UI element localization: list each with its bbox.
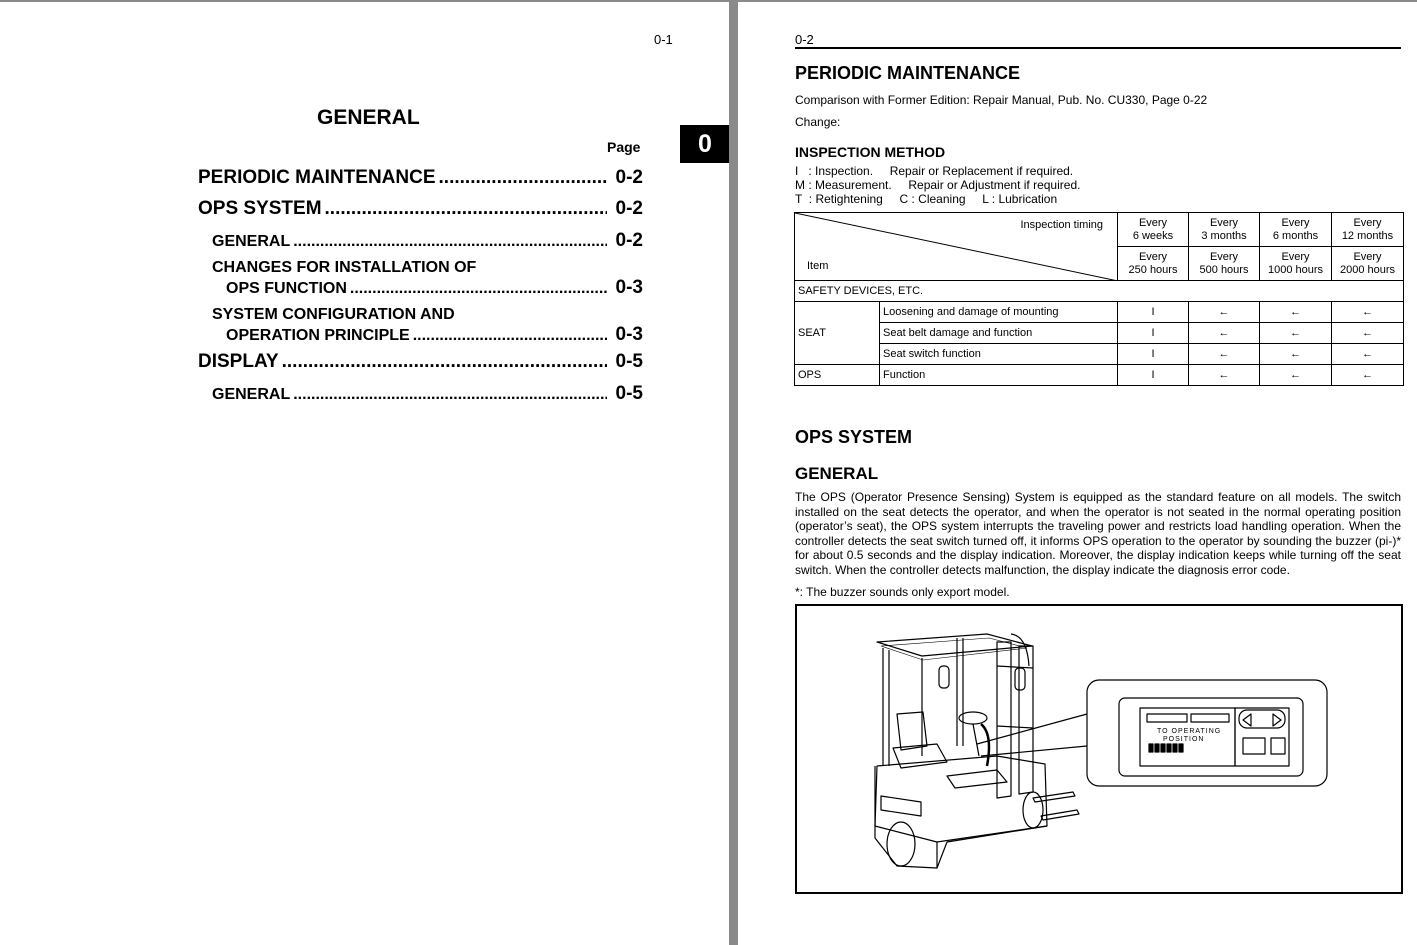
- right-page: [738, 2, 1417, 945]
- table-cell-mark: ←: [1332, 302, 1404, 323]
- table-cell-item: Loosening and damage of mounting: [880, 302, 1118, 323]
- header-rule: [795, 47, 1401, 49]
- inspection-legend-2: M : Measurement. Repair or Adjustment if required.: [795, 178, 1081, 192]
- table-cell-mark: ←: [1189, 323, 1260, 344]
- table-cell-mark: ←: [1260, 365, 1332, 386]
- table-cell-mark: ←: [1332, 344, 1404, 365]
- table-cell-mark: ←: [1260, 323, 1332, 344]
- inspection-legend-1: I : Inspection. Repair or Replacement if required.: [795, 164, 1074, 178]
- display-text-line1: TO OPERATING: [1157, 728, 1222, 735]
- table-row: [795, 365, 1404, 386]
- interval-header: Every 6 months: [1260, 213, 1332, 247]
- page-number: 0-1: [654, 32, 673, 47]
- interval-header: Every 500 hours: [1189, 247, 1260, 281]
- interval-header: Every 12 months: [1332, 213, 1404, 247]
- inspection-timing-label: Inspection timing: [1020, 219, 1103, 231]
- table-cell-mark: ←: [1332, 365, 1404, 386]
- heading-general: GENERAL: [795, 464, 879, 483]
- heading-inspection-method: INSPECTION METHOD: [795, 144, 946, 160]
- table-corner-cell: [795, 213, 1118, 281]
- forklift-figure: [795, 604, 1403, 894]
- item-label: Item: [807, 260, 829, 272]
- page-number: 0-2: [795, 32, 814, 47]
- table-row: [795, 323, 1404, 344]
- footnote: *: The buzzer sounds only export model.: [795, 585, 1010, 599]
- interval-header: Every 3 months: [1189, 213, 1260, 247]
- table-cell-item: Seat belt damage and function: [880, 323, 1118, 344]
- heading-ops-system: OPS SYSTEM: [795, 427, 913, 447]
- interval-header: Every 2000 hours: [1332, 247, 1404, 281]
- heading-periodic-maintenance: PERIODIC MAINTENANCE: [795, 63, 1021, 83]
- table-row: [795, 344, 1404, 365]
- toc-entry-changes-installation[interactable]: CHANGES FOR INSTALLATION OF OPS FUNCTION ..... 0-3: [212, 259, 643, 299]
- seat-group-label: SEAT: [795, 302, 880, 365]
- table-cell-mark: ←: [1332, 323, 1404, 344]
- table-row: [795, 302, 1404, 323]
- display-text-line2: POSITION: [1163, 736, 1205, 743]
- table-cell-mark: ←: [1189, 344, 1260, 365]
- interval-header: Every 6 weeks: [1118, 213, 1189, 247]
- table-cell-mark: ←: [1260, 302, 1332, 323]
- left-page: [0, 2, 729, 945]
- table-cell-item: Seat switch function: [880, 344, 1118, 365]
- table-cell-mark: ←: [1189, 302, 1260, 323]
- table-cell-item: Function: [880, 365, 1118, 386]
- toc-page-header: Page: [607, 139, 641, 155]
- table-section-row: SAFETY DEVICES, ETC.: [795, 281, 1404, 302]
- toc-entry-system-configuration[interactable]: SYSTEM CONFIGURATION AND OPERATION PRINCIPLE ..... 0-3: [212, 306, 643, 346]
- interval-header: Every 1000 hours: [1260, 247, 1332, 281]
- table-cell-mark: I: [1118, 323, 1189, 344]
- table-cell-mark: ←: [1189, 365, 1260, 386]
- table-cell-mark: I: [1118, 344, 1189, 365]
- table-cell-mark: ←: [1260, 344, 1332, 365]
- toc-entry-display[interactable]: DISPLAY ..... 0-5: [198, 351, 643, 373]
- table-cell-mark: I: [1118, 302, 1189, 323]
- toc-entry-display-general[interactable]: GENERAL ..... 0-5: [212, 383, 643, 405]
- interval-header: Every 250 hours: [1118, 247, 1189, 281]
- forklift-illustration: [797, 606, 1401, 892]
- comparison-note: Comparison with Former Edition: Repair Manual, Pub. No. CU330, Page 0-22: [795, 93, 1208, 107]
- ops-group-label: OPS: [795, 365, 880, 386]
- toc-title: GENERAL: [317, 106, 420, 129]
- ops-description: The OPS (Operator Presence Sensing) System is equipped as the standard feature on all models. The switch installed on the seat detects the operator, and when the operator is not seated in the normal operating position (operator’s seat), the OPS system interrupts the traveling power and restricts load handling operation. When the controller detects the seat switch turned off, it informs OPS operation to the operator by sounding the buzzer (pi-)* for about 0.5 seconds and the display indication. Moreover, the display indication keeps while turning off the seat switch. When the controller detects malfunction, the display indicate the diagnosis error code.: [795, 490, 1401, 577]
- section-tab: 0: [680, 125, 729, 163]
- toc-entry-periodic-maintenance[interactable]: PERIODIC MAINTENANCE ..... 0-2: [198, 167, 643, 189]
- toc-entry-general[interactable]: GENERAL ..... 0-2: [212, 230, 643, 252]
- inspection-table: [794, 212, 1404, 386]
- change-note: Change:: [795, 115, 841, 129]
- toc-entry-ops-system[interactable]: OPS SYSTEM ..... 0-2: [198, 198, 643, 220]
- inspection-legend-3: T : Retightening C : Cleaning L : Lubrication: [795, 192, 1058, 206]
- table-cell-mark: I: [1118, 365, 1189, 386]
